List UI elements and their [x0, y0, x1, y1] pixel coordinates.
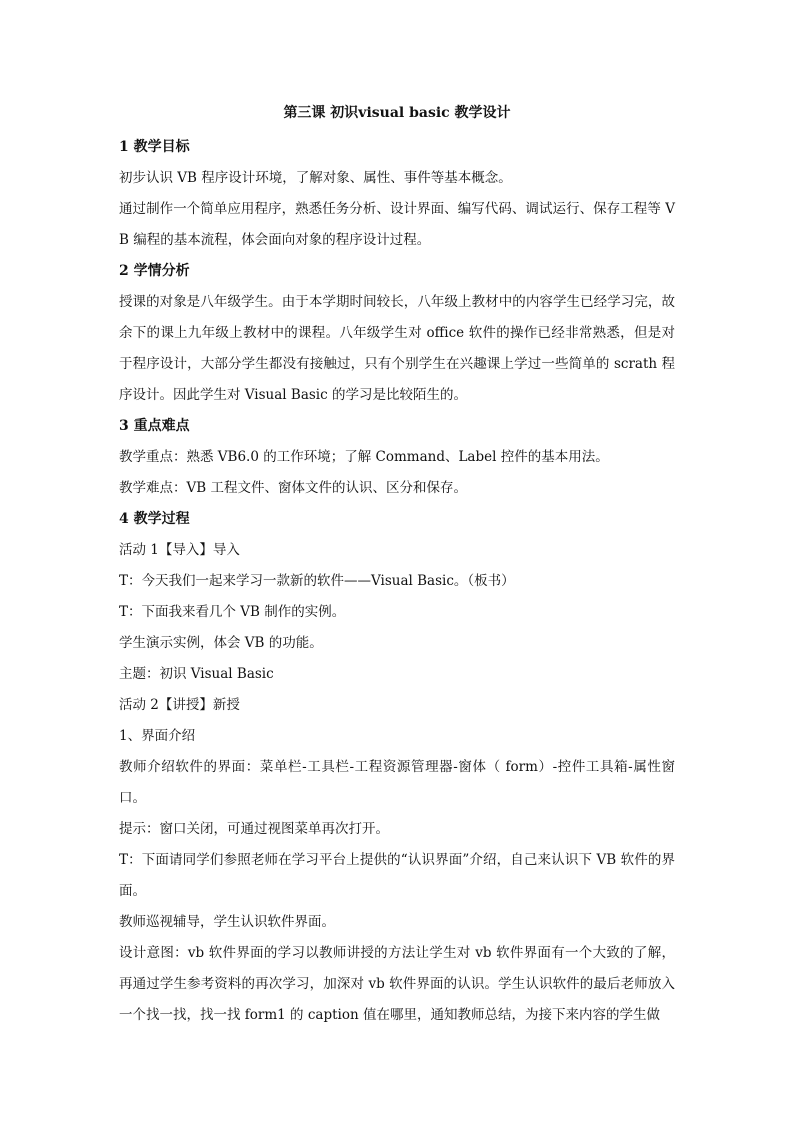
document-page	[119, 100, 675, 1031]
paragraph: 通过制作一个简单应用程序，熟悉任务分析、设计界面、编写代码、调试运行、保存工程等 VB 编程的基本流程，体会面向对象的程序设计过程。	[119, 201, 675, 248]
document-body	[119, 132, 675, 1031]
paragraph: 活动 2【讲授】新授	[119, 697, 240, 713]
paragraph: 主题：初识 Visual Basic	[119, 666, 274, 682]
section-heading: 2 学情分析	[119, 263, 190, 279]
paragraph: T：下面请同学们参照老师在学习平台上提供的“认识界面”介绍，自己来认识下 VB 软件的界面。	[119, 852, 675, 899]
paragraph: 提示：窗口关闭，可通过视图菜单再次打开。	[119, 821, 389, 837]
paragraph: 教师巡视辅导，学生认识软件界面。	[119, 914, 335, 930]
section-heading: 4 教学过程	[119, 511, 190, 527]
paragraph: T：下面我来看几个 VB 制作的实例。	[119, 604, 346, 620]
document-title: 第三课 初识visual basic 教学设计	[283, 105, 511, 121]
paragraph: 教学重点：熟悉 VB6.0 的工作环境；了解 Command、Label 控件的基本用法。	[119, 449, 609, 465]
section-heading: 1 教学目标	[119, 139, 190, 155]
paragraph: 教学难点：VB 工程文件、窗体文件的认识、区分和保存。	[119, 480, 467, 496]
paragraph: 学生演示实例，体会 VB 的功能。	[119, 635, 323, 651]
paragraph: 教师介绍软件的界面：菜单栏-工具栏-工程资源管理器-窗体（ form）-控件工具箱-属性窗口。	[119, 759, 675, 806]
paragraph: T：今天我们一起来学习一款新的软件——Visual Basic。（板书）	[119, 573, 515, 589]
paragraph: 1、界面介绍	[119, 728, 196, 744]
section-heading: 3 重点难点	[119, 418, 190, 434]
paragraph: 设计意图：vb 软件界面的学习以教师讲授的方法让学生对 vb 软件界面有一个大致的了解，再通过学生参考资料的再次学习，加深对 vb 软件界面的认识。学生认识软件的最后老师放入一个找一找，找一找 form1 的 caption 值在哪里，通知教师总结，为接下来内容的学生做	[119, 945, 675, 1023]
paragraph: 初步认识 VB 程序设计环境，了解对象、属性、事件等基本概念。	[119, 170, 512, 186]
paragraph: 授课的对象是八年级学生。由于本学期时间较长，八年级上教材中的内容学生已经学习完，故余下的课上九年级上教材中的课程。八年级学生对 office 软件的操作已经非常熟悉，但是对于程序设计，大部分学生都没有接触过，只有个别学生在兴趣课上学过一些简单的 scrath 程序设计。因此学生对 Visual Basic 的学习是比较陌生的。	[119, 294, 675, 403]
paragraph: 活动 1【导入】导入	[119, 542, 240, 558]
